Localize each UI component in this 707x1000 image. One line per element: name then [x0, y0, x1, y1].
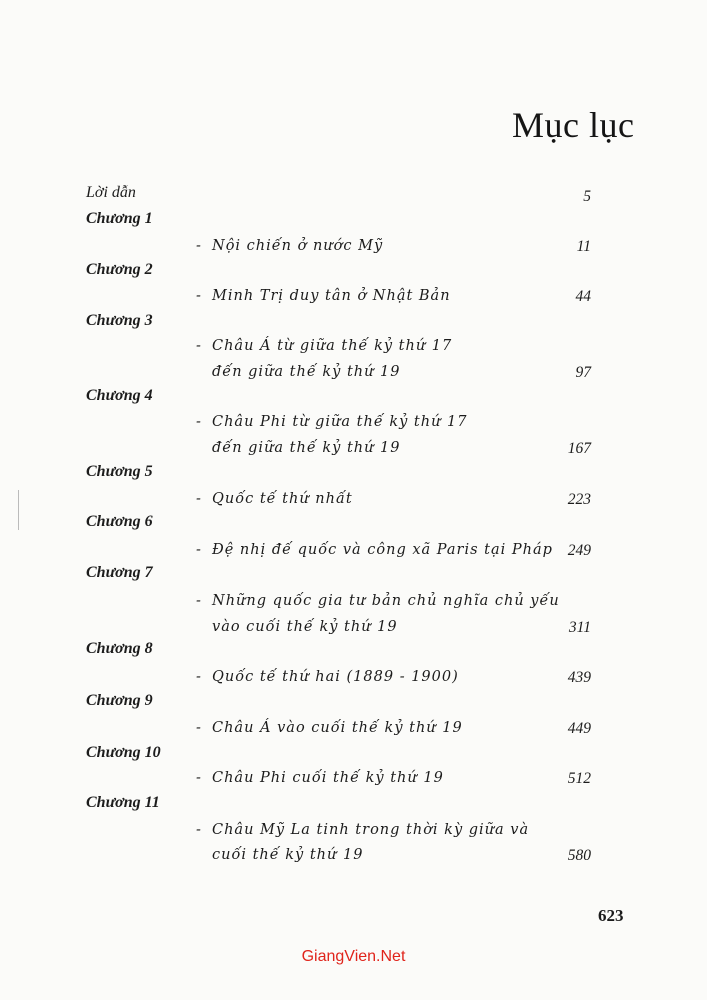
entry-title: cuối thế kỷ thứ 19 — [212, 847, 364, 863]
page-title: Mục lục — [512, 105, 635, 145]
entry-title: vào cuối thế kỷ thứ 19 — [212, 619, 398, 635]
page-number: 623 — [598, 906, 624, 925]
entry-dash: - — [196, 338, 201, 354]
chapter-label: Chương 4 — [86, 387, 153, 404]
chapter-label: Chương 11 — [86, 794, 160, 811]
entry-title: Quốc tế thứ hai (1889 - 1900) — [212, 669, 459, 685]
entry-title: Những quốc gia tư bản chủ nghĩa chủ yếu — [212, 593, 560, 609]
entry-title: Châu Phi cuối thế kỷ thứ 19 — [212, 770, 444, 786]
chapter-label: Chương 7 — [86, 564, 153, 581]
entry-page: 44 — [575, 288, 591, 305]
entry-page: 167 — [567, 440, 591, 457]
entry-title: Châu Á vào cuối thế kỷ thứ 19 — [212, 720, 463, 736]
intro-label: Lời dẫn — [86, 184, 136, 201]
entry-dash: - — [196, 414, 201, 430]
entry-title: Đệ nhị đế quốc và công xã Paris tại Pháp — [212, 542, 553, 558]
entry-page: 449 — [567, 720, 591, 737]
entry-page: 512 — [567, 770, 591, 787]
entry-dash: - — [196, 238, 201, 254]
entry-page: 11 — [576, 238, 591, 255]
entry-dash: - — [196, 593, 201, 609]
entry-page: 97 — [575, 364, 591, 381]
entry-page: 311 — [568, 619, 591, 636]
watermark: GiangVien.Net — [301, 948, 406, 965]
entry-dash: - — [196, 491, 201, 507]
chapter-label: Chương 8 — [86, 640, 153, 657]
entry-dash: - — [196, 822, 201, 838]
entry-title: Châu Á từ giữa thế kỷ thứ 17 — [212, 338, 453, 354]
chapter-label: Chương 2 — [86, 261, 153, 278]
entry-dash: - — [196, 542, 201, 558]
entry-dash: - — [196, 288, 201, 304]
intro-page: 5 — [583, 188, 591, 205]
chapter-label: Chương 10 — [86, 744, 161, 761]
entry-dash: - — [196, 770, 201, 786]
entry-page: 580 — [567, 847, 591, 864]
chapter-label: Chương 3 — [86, 312, 153, 329]
entry-title: Minh Trị duy tân ở Nhật Bản — [212, 288, 451, 304]
entry-title: Châu Mỹ La tinh trong thời kỳ giữa và — [212, 822, 530, 838]
entry-page: 439 — [567, 669, 591, 686]
entry-title: Nội chiến ở nước Mỹ — [212, 238, 384, 254]
entry-title: đến giữa thế kỷ thứ 19 — [212, 440, 401, 456]
entry-dash: - — [196, 669, 201, 685]
chapter-label: Chương 5 — [86, 463, 153, 480]
entry-page: 249 — [567, 542, 591, 559]
entry-page: 223 — [567, 491, 591, 508]
chapter-label: Chương 1 — [86, 210, 153, 227]
chapter-label: Chương 9 — [86, 692, 153, 709]
chapter-label: Chương 6 — [86, 513, 153, 530]
entry-title: Châu Phi từ giữa thế kỷ thứ 17 — [212, 414, 468, 430]
scan-edge — [18, 490, 19, 530]
entry-dash: - — [196, 720, 201, 736]
entry-title: Quốc tế thứ nhất — [212, 491, 353, 507]
entry-title: đến giữa thế kỷ thứ 19 — [212, 364, 401, 380]
